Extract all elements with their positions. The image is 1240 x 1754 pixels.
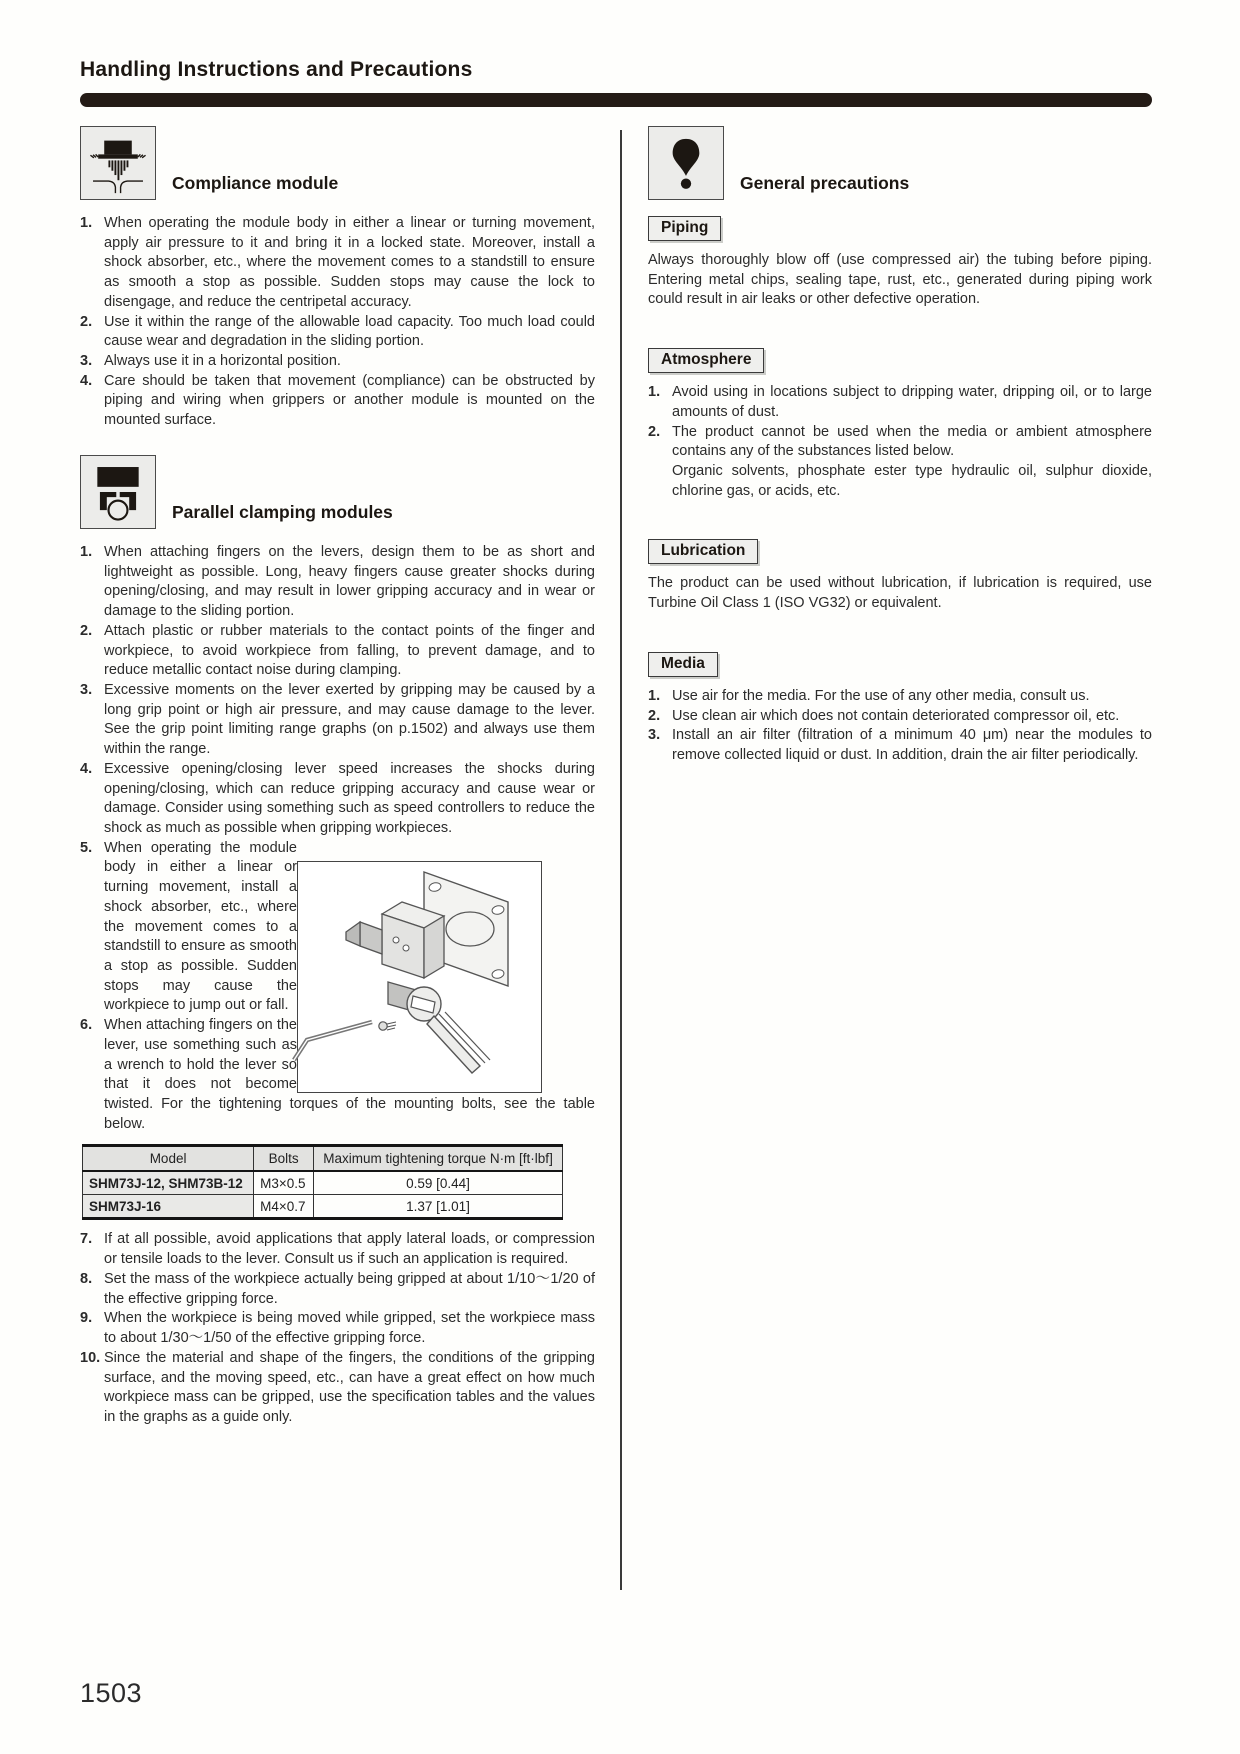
atmosphere-label: Atmosphere <box>648 348 764 373</box>
left-column <box>80 126 595 1428</box>
list-item <box>648 383 1152 422</box>
item-number: 3. <box>80 681 93 698</box>
list-item <box>648 687 1152 707</box>
item-number: 6. <box>80 1017 93 1034</box>
item-number: 5. <box>80 839 93 856</box>
column-divider <box>620 130 622 1590</box>
item-text: Always use it in a horizontal position. <box>104 353 341 370</box>
item-text: When the workpiece is being moved while gripped, set the workpiece mass to about 1/30～1/50 of the effective gripping force. <box>104 1310 595 1347</box>
general-precautions-header <box>648 126 1152 200</box>
item-number: 3. <box>648 727 661 744</box>
table-row <box>83 1195 563 1219</box>
list-item <box>80 352 595 372</box>
list-item <box>80 839 595 1016</box>
general-precautions-heading: General precautions <box>740 173 910 193</box>
title-underline-bar <box>80 93 1152 107</box>
list-item <box>648 423 1152 502</box>
item-number: 2. <box>648 423 661 440</box>
item-text: Set the mass of the workpiece actually being gripped at about 1/10～1/20 of the effective gripping force. <box>104 1270 595 1307</box>
item-number: 1. <box>80 215 93 231</box>
list-item <box>80 313 595 352</box>
clamping-list <box>80 543 595 1428</box>
item-number: 8. <box>80 1270 93 1287</box>
item-text: Use it within the range of the allowable load capacity. Too much load could cause wear and degradation in the sliding portion. <box>104 313 595 350</box>
lubrication-label: Lubrication <box>648 539 758 564</box>
item-number: 1. <box>648 384 661 401</box>
piping-text: Always thoroughly blow off (use compressed air) the tubing before piping. Entering metal chips, sealing tape, rust, etc., generated during piping work could result in air leaks or other defective operation. <box>648 252 1152 308</box>
media-list <box>648 687 1152 766</box>
parallel-clamping-icon <box>80 455 156 529</box>
item-number: 3. <box>80 353 93 370</box>
list-item <box>80 1230 595 1269</box>
item-text: When operating the module body in either a linear or turning movement, apply air pressure to it and bring it in a locked state. Moreover, install a shock absorber, etc., where the movement comes to a standstill to ensure as smooth a stop as possible. Sudden stops may cause the lock to disengage, and reduce the centripetal accuracy. <box>104 215 595 310</box>
item-number: 2. <box>648 707 661 724</box>
item-text: Install an air filter (filtration of a minimum 40 μm) near the modules to remove collected liquid or dust. In addition, drain the air filter periodically. <box>672 727 1152 764</box>
item-text: Since the material and shape of the fingers, the conditions of the gripping surface, and the moving speed, etc., can have a great effect on how much workpiece mass can be gripped, use the specification tables and the values in the graphs as a guide only. <box>104 1349 595 1425</box>
right-column <box>648 126 1152 766</box>
item-text: When operating the module body in either a linear or turning movement, install a shock absorber, etc., where the movement comes to a standstill to ensure as smooth a stop as possible. Sudden stops may cause the workpiece to jump out or fall. <box>104 839 297 1014</box>
page-number: 1503 <box>80 1678 143 1708</box>
list-item <box>80 214 595 313</box>
list-item <box>80 372 595 431</box>
cell-torque: 1.37 [1.01] <box>314 1195 563 1219</box>
list-item <box>80 1309 595 1348</box>
tightening-torque-table <box>82 1144 563 1220</box>
figure-frame <box>297 861 542 1093</box>
page-title: Handling Instructions and Precautions <box>80 58 473 81</box>
clamping-section-header <box>80 455 595 529</box>
item-text: Excessive opening/closing lever speed increases the shocks during opening/closing, which can reduce gripping accuracy and cause wear or damage. Consider using something such as speed controllers to reduce the shock as much as possible when gripping workpieces. <box>104 760 595 836</box>
list-item <box>80 760 595 839</box>
item-number: 7. <box>80 1231 93 1248</box>
cell-model: SHM73J-12, SHM73B-12 <box>83 1171 254 1195</box>
item-number: 2. <box>80 313 93 330</box>
item-text: Excessive moments on the lever exerted by gripping may be caused by a long grip point or high air pressure, and may cause damage to the lever. See the grip point limiting range graphs (on p.1502) and always use them within the range. <box>104 681 595 758</box>
item-number: 1. <box>648 687 661 704</box>
item-text: The product cannot be used when the media or ambient atmosphere contains any of the substances listed below. <box>672 423 1152 460</box>
list-item <box>80 1349 595 1428</box>
cell-torque: 0.59 [0.44] <box>314 1171 563 1195</box>
table-header-row <box>83 1146 563 1172</box>
cell-bolts: M4×0.7 <box>254 1195 314 1219</box>
item-text: When attaching fingers on the lever, use something such as a wrench to hold the lever so that it does not become twisted. For the tightening torques of the mounting bolts, see the table below. <box>104 1017 595 1132</box>
module-lever-wrench-illustration <box>297 839 544 1095</box>
item-number: 4. <box>80 760 93 777</box>
item-text: When attaching fingers on the levers, design them to be as short and lightweight as possible. Long, heavy fingers cause greater shocks during opening/closing, and may result in lower gripping accuracy and in wear or damage to the sliding portion. <box>104 543 595 620</box>
list-item <box>80 1270 595 1309</box>
column-header-model: Model <box>83 1146 254 1172</box>
exclamation-icon <box>648 126 724 200</box>
list-item <box>80 681 595 760</box>
cell-bolts: M3×0.5 <box>254 1171 314 1195</box>
list-item <box>648 726 1152 765</box>
list-item <box>80 543 595 622</box>
list-item <box>80 622 595 681</box>
table-row <box>83 1171 563 1195</box>
item-text: Avoid using in locations subject to dripping water, dripping oil, or to large amounts of dust. <box>672 384 1152 420</box>
item-text: If at all possible, avoid applications that apply lateral loads, or compression or tensile loads to the lever. Consult us if such an application is required. <box>104 1231 595 1268</box>
compliance-section-header <box>80 126 595 200</box>
item-text: Use air for the media. For the use of any other media, consult us. <box>672 687 1090 704</box>
compliance-list <box>80 214 595 431</box>
compliance-section-heading: Compliance module <box>172 173 339 193</box>
item-note: Organic solvents, phosphate ester type hydraulic oil, sulphur dioxide, chlorine gas, or acids, etc. <box>672 463 1152 499</box>
item-number: 10. <box>80 1349 101 1366</box>
item-text: Attach plastic or rubber materials to the contact points of the finger and workpiece, to avoid workpiece from falling, to prevent damage, and to reduce metallic contact noise during clamping. <box>104 622 595 679</box>
item-number: 9. <box>80 1310 93 1327</box>
cell-model: SHM73J-16 <box>83 1195 254 1219</box>
item-text: Use clean air which does not contain deteriorated compressor oil, etc. <box>672 707 1120 724</box>
compliance-module-icon <box>80 126 156 200</box>
item-number: 2. <box>80 622 93 639</box>
atmosphere-list <box>648 383 1152 501</box>
item-number: 1. <box>80 543 93 560</box>
media-label: Media <box>648 652 718 677</box>
column-header-torque: Maximum tightening torque N·m [ft·lbf] <box>314 1146 563 1172</box>
lubrication-text: The product can be used without lubrication, if lubrication is required, use Turbine Oil Class 1 (ISO VG32) or equivalent. <box>648 575 1152 612</box>
column-header-bolts: Bolts <box>254 1146 314 1172</box>
clamping-section-heading: Parallel clamping modules <box>172 501 393 522</box>
piping-label: Piping <box>648 216 721 241</box>
item-number: 4. <box>80 372 93 389</box>
item-text: Care should be taken that movement (compliance) can be obstructed by piping and wiring when grippers or another module is mounted on the mounted surface. <box>104 372 595 429</box>
list-item <box>648 707 1152 727</box>
